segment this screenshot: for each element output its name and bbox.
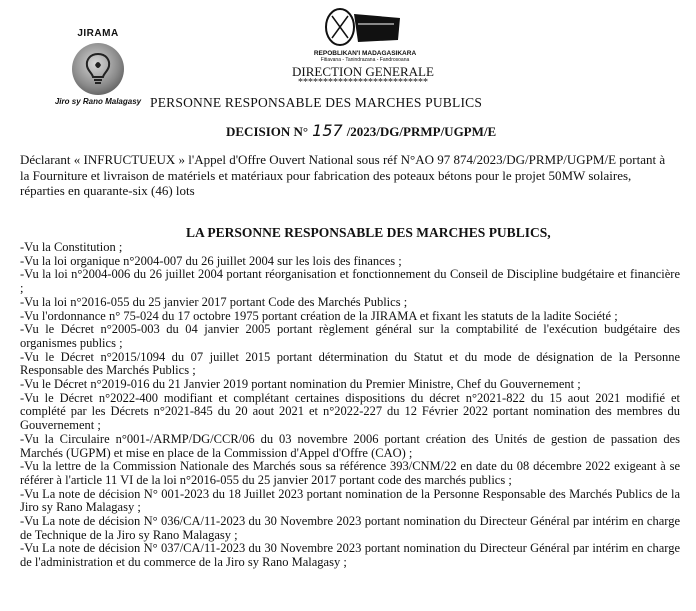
decision-number: 157 [312,121,343,140]
jirama-logo [48,28,148,106]
vu-item: -Vu la loi n°2004-006 du 26 juillet 2004 portant réorganisation et fonctionnement du Conseil de Discipline budgétaire et financière ; [20,267,680,296]
vu-item: -Vu la loi n°2016-055 du 25 janvier 2017 portant Code des Marchés Publics ; [20,294,408,309]
decision-line [226,121,496,140]
vu-list [20,241,680,570]
republic-motto: Fitiavana - Tanindrazana - Fandrosoana [320,57,410,63]
intro-paragraph: Déclarant « INFRUCTUEUX » l'Appel d'Offre Ouvert National sous réf N°AO 97 874/2023/DG/PRMP/UGPM/E portant à la Fourniture et livraison de matériels et matériaux pour fabrication des poteaux bétons pour le projet 50MW solaires, réparties en quarante-six (46) lots [20,152,666,198]
logo-subtitle: Jiro sy Rano Malagasy [54,97,142,106]
republic-seal [318,4,406,50]
vu-item: -Vu la lettre de la Commission Nationale des Marchés sous sa référence 393/CNM/22 en date du 08 décembre 2022 exigeant à se référer à l'article 11 VI de la loi n°2016-055 du 25 janvier 2017 portant code des marchés publics ; [20,459,680,487]
decision-suffix: /2023/DG/PRMP/UGPM/E [346,124,497,139]
vu-item: -Vu la Constitution ; [20,240,123,254]
direction-title: DIRECTION GENERALE [292,64,434,79]
logo-title: JIRAMA [77,28,119,39]
bulb-icon [72,43,124,95]
republic-text [290,50,440,64]
vu-item: -Vu La note de décision N° 037/CA/11-2023 du 30 Novembre 2023 portant nomination du Directeur Général par intérim en charge de l'administration et du commerce de la Jiro sy Rano Malagasy ; [20,541,680,570]
vu-item: -Vu le Décret n°2022-400 modifiant et complétant certaines dispositions du décret n°2021-822 du 15 aout 2021 modifié et complété par les Décrets n°2021-845 du 20 aout 2021 et n°2022-227 du 12 Février 2022 portant nomination des membres du Gouvernement ; [20,390,680,433]
vu-item: -Vu la loi organique n°2004-007 du 26 juillet 2004 sur les lois des finances ; [20,253,402,268]
vu-item: -Vu la Circulaire n°001-/ARMP/DG/CCR/06 du 03 novembre 2006 portant création des Unités de gestion de passation des Marchés (UGPM) et mise en place de la Commission d'Appel d'Offre (CAO) ; [20,431,680,460]
republic-name: REPOBLIKAN'I MADAGASIKARA [313,50,417,57]
vu-item: -Vu le Décret n°2019-016 du 21 Janvier 2019 portant nomination du Premier Ministre, Chef du Gouvernement ; [20,377,581,392]
stars-separator: ************************** [298,77,428,88]
decision-prefix: DECISION N° [226,124,309,139]
vu-item: -Vu le Décret n°2015/1094 du 07 juillet 2015 portant détermination du Statut et du mode de désignation de la Personne Responsable des Marchés Publics ; [20,349,680,378]
vu-item: -Vu La note de décision N° 036/CA/11-2023 du 30 Novembre 2023 portant nomination du Directeur Général par intérim en charge de Technique de la Jiro sy Rano Malagasy ; [20,514,680,542]
vu-item: -Vu La note de décision N° 001-2023 du 18 Juillet 2023 portant nomination de la Personne Responsable des Marchés Publics de la Jiro sy Rano Malagasy ; [20,486,680,515]
vu-item: -Vu l'ordonnance n° 75-024 du 17 octobre 1975 portant création de la JIRAMA et fixant les statuts de la ladite Société ; [20,308,618,323]
main-heading: LA PERSONNE RESPONSABLE DES MARCHES PUBLICS, [186,225,551,240]
vu-item: -Vu le Décret n°2005-003 du 04 janvier 2005 portant règlement général sur la comptabilité de l'exécution budgétaire des organismes publics ; [20,322,680,350]
prmp-heading: PERSONNE RESPONSABLE DES MARCHES PUBLICS [150,95,483,110]
